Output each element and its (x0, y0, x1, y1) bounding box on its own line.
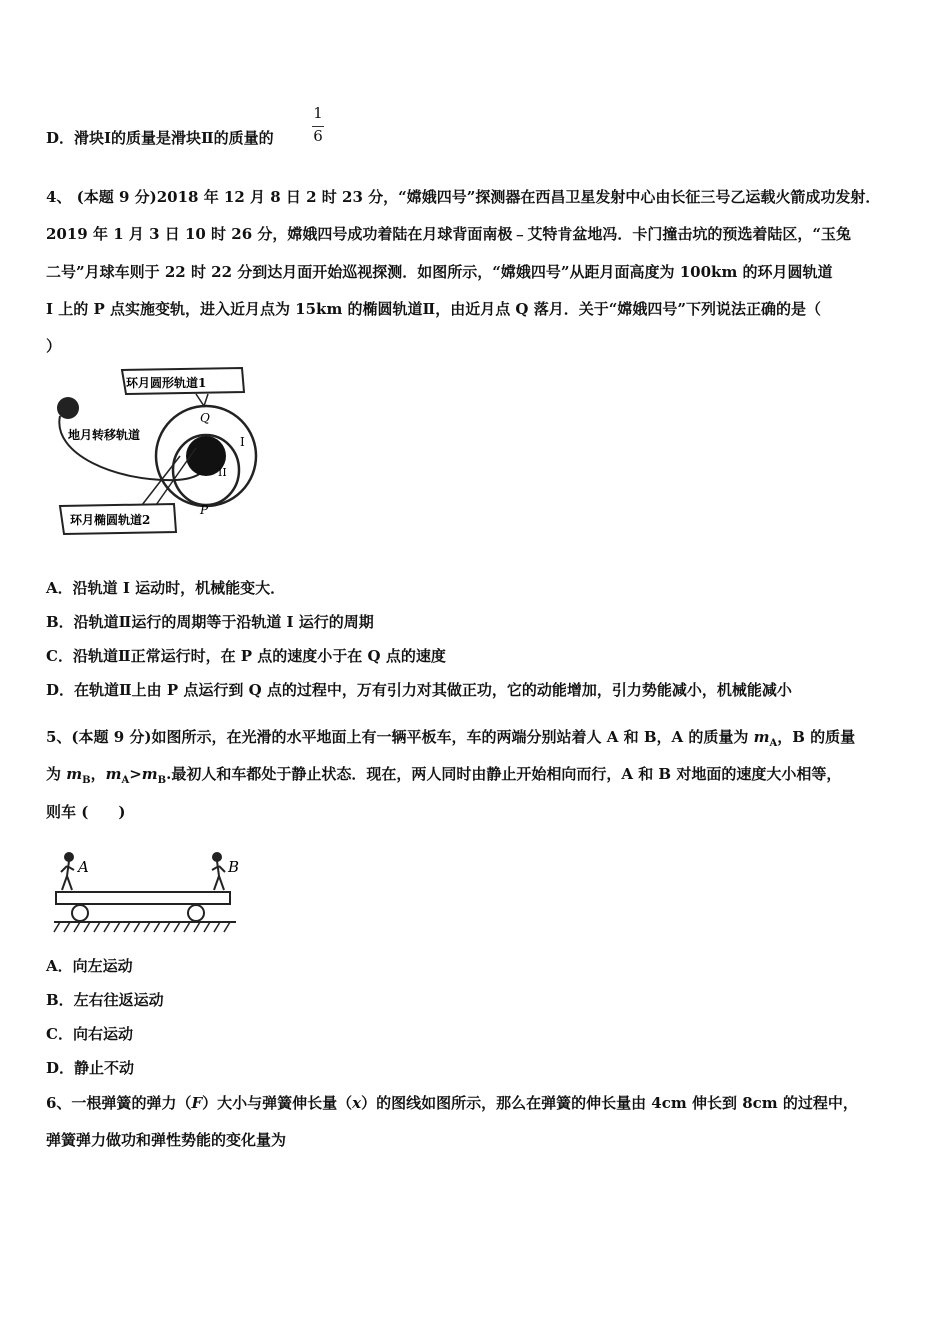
q5-stem-line-3: 则车 ( ) (46, 803, 126, 821)
q4-stem-line-3: 二号”月球车则于 22 时 22 分到达月面开始巡视探测．如图所示，“嫦娥四号”从距月面高度为 100km 的环月圆轨道 (46, 263, 833, 281)
orbit-2-label: II (218, 466, 227, 479)
fraction-numerator: 1 (313, 104, 323, 122)
q5-option-a: A．向左运动 (46, 957, 133, 975)
moon-orbit-figure (46, 364, 266, 540)
q4-option-b: B．沿轨道Ⅱ运行的周期等于沿轨道 I 运行的周期 (46, 613, 374, 631)
point-q-label: Q (200, 411, 210, 425)
q5-option-b: B．左右往返运动 (46, 991, 164, 1009)
cart-board (56, 892, 230, 904)
q6-stem-line-1: 6、一根弹簧的弹力（F）大小与弹簧伸长量（x）的图线如图所示，那么在弹簧的伸长量由 4cm 伸长到 8cm 的过程中， (46, 1094, 858, 1112)
q3-option-d-text: D．滑块Ⅰ的质量是滑块Ⅱ的质量的 (46, 129, 274, 147)
q4-stem-line-1: 4、 (本题 9 分)2018 年 12 月 8 日 2 时 23 分，“嫦娥四号”探测器在西昌卫星发射中心由长征三号乙运载火箭成功发射． (46, 188, 881, 206)
q5-option-c: C．向右运动 (46, 1025, 133, 1043)
wheel-right (188, 905, 204, 921)
q4-option-c: C．沿轨道Ⅱ正常运行时，在 P 点的速度小于在 Q 点的速度 (46, 647, 446, 665)
ground-hatch (54, 922, 230, 932)
transfer-orbit-path (59, 416, 208, 480)
orbit-1-label: I (240, 435, 245, 449)
q4-stem-line-4: I 上的 P 点实施变轨，进入近月点为 15km 的椭圆轨道Ⅱ，由近月点 Q 落月．关于“嫦娥四号”下列说法正确的是（ (46, 300, 821, 318)
person-b-icon (212, 853, 225, 890)
q4-option-a: A．沿轨道 I 运动时，机械能变大． (46, 579, 286, 597)
person-a-icon (61, 853, 74, 890)
label-elliptic-orbit: 环月椭圆轨道2 (70, 513, 151, 527)
label-transfer-orbit: 地月转移轨道 (68, 428, 141, 442)
wheel-left (72, 905, 88, 921)
point-p-label: P (200, 503, 209, 517)
cart-figure (50, 848, 250, 934)
label-circular-orbit: 环月圆形轨道1 (126, 376, 207, 390)
q4-stem-line-5: ） (46, 337, 62, 355)
q4-option-d: D．在轨道Ⅱ上由 P 点运行到 Q 点的过程中，万有引力对其做正功，它的动能增加，引力势能减小，机械能减小 (46, 681, 792, 699)
q5-stem-line-1: 5、(本题 9 分)如图所示，在光滑的水平地面上有一辆平板车，车的两端分别站着人 A 和 B，A 的质量为 $m_A$，B 的质量 (46, 728, 856, 749)
earth-icon (57, 397, 79, 419)
fraction-denominator: 6 (313, 127, 323, 145)
q5-stem-line-2: 为 $m_B$，$m_A>m_B$.最初人和车都处于静止状态．现在，两人同时由静止开始相向而行，A 和 B 对地面的速度大小相等， (46, 765, 842, 786)
q3-option-d (46, 128, 274, 148)
q6-stem-line-2: 弹簧弹力做功和弹性势能的变化量为 (46, 1131, 287, 1149)
q4-stem-line-2: 2019 年 1 月 3 日 10 时 26 分，嫦娥四号成功着陆在月球背面南极﹣艾特肯盆地冯．卡门撞击坑的预选着陆区，“玉兔 (46, 225, 852, 243)
label-a: A (78, 858, 89, 876)
label-b: B (228, 858, 240, 876)
q5-option-d: D．静止不动 (46, 1059, 135, 1077)
